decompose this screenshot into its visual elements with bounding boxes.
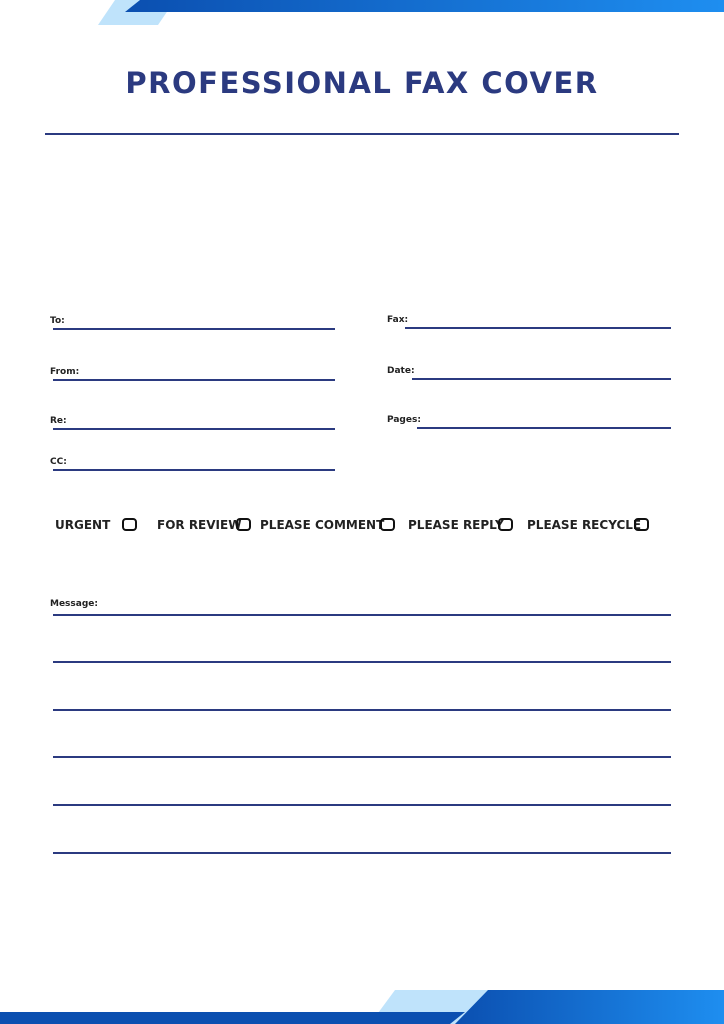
fax-label: Fax:: [387, 315, 409, 325]
from-label: From:: [50, 367, 80, 377]
page-title: PROFESSIONAL FAX COVER: [125, 66, 599, 100]
date-label: Date:: [387, 366, 415, 376]
top-decorative-band: [0, 0, 724, 30]
option-for-review-label: FOR REVIEW: [157, 518, 242, 532]
option-please-recycle-label: PLEASE RECYCLE: [527, 518, 642, 532]
option-please-reply-checkbox[interactable]: [498, 518, 513, 531]
message-label: Message:: [50, 599, 98, 609]
to-label: To:: [50, 316, 65, 326]
from-field-line[interactable]: [53, 379, 335, 381]
option-please-recycle-checkbox[interactable]: [634, 518, 649, 531]
bottom-decorative-band: [0, 988, 724, 1024]
pages-field-line[interactable]: [417, 427, 671, 429]
pages-label: Pages:: [387, 415, 421, 425]
option-urgent-label: URGENT: [55, 518, 111, 532]
message-line-6[interactable]: [53, 852, 671, 854]
title-divider: [45, 133, 679, 135]
option-please-comment-label: PLEASE COMMENT: [260, 518, 385, 532]
re-label: Re:: [50, 416, 67, 426]
message-line-5[interactable]: [53, 804, 671, 806]
message-line-4[interactable]: [53, 756, 671, 758]
cc-field-line[interactable]: [53, 469, 335, 471]
option-for-review-checkbox[interactable]: [236, 518, 251, 531]
message-line-3[interactable]: [53, 709, 671, 711]
message-line-1[interactable]: [53, 614, 671, 616]
re-field-line[interactable]: [53, 428, 335, 430]
fax-field-line[interactable]: [405, 327, 671, 329]
option-urgent-checkbox[interactable]: [122, 518, 137, 531]
date-field-line[interactable]: [412, 378, 671, 380]
message-line-2[interactable]: [53, 661, 671, 663]
option-please-reply-label: PLEASE REPLY: [408, 518, 504, 532]
to-field-line[interactable]: [53, 328, 335, 330]
cc-label: CC:: [50, 457, 67, 467]
option-please-comment-checkbox[interactable]: [380, 518, 395, 531]
